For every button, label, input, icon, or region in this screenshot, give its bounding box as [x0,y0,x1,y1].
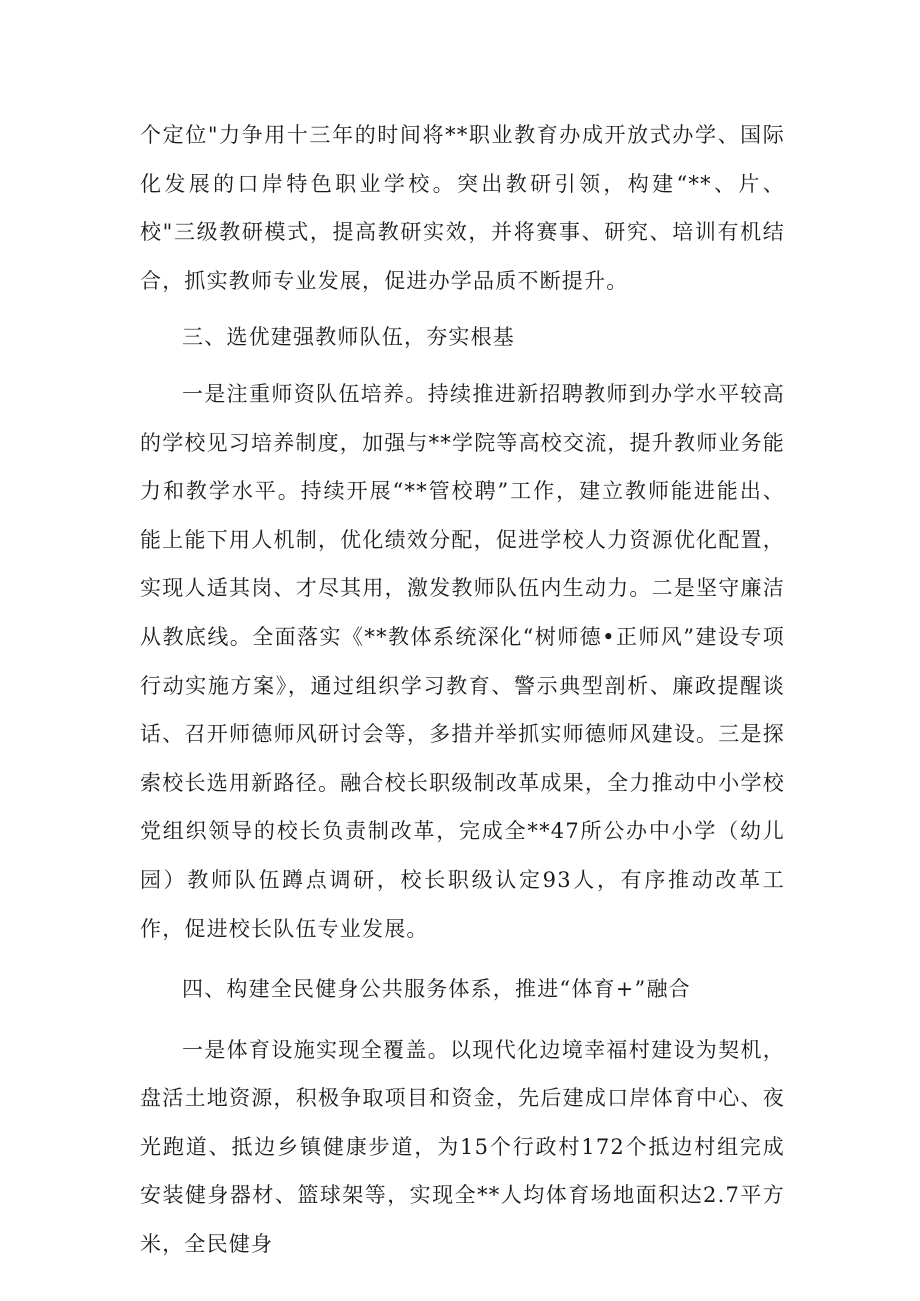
section-heading-3: 三、选优建强教师队伍，夯实根基 [182,325,515,350]
paragraph-continuation: 个定位"力争用十三年的时间将**职业教育办成开放式办学、国际化发展的口岸特色职业学校。突出教研引领，构建“**、片、校"三级教研模式，提高教研实效，并将赛事、研究、培训有机结合，抓实教师专业发展，促进办学品质不断提升。 [140,123,785,293]
spacer [140,1014,785,1026]
spacer [140,362,785,370]
spacer [140,305,785,313]
paragraph-teachers: 一是注重师资队伍培养。持续推进新招聘教师到办学水平较高的学校见习培养制度，加强与**学院等高校交流，提升教师业务能力和教学水平。持续开展“**管校聘”工作，建立教师能进能出、能上能下用人机制，优化绩效分配，促进学校人力资源优化配置，实现人适其岗、才尽其用，激发教师队伍内生动力。二是坚守廉洁从教底线。全面落实《**教体系统深化“树师德•正师风”建设专项行动实施方案》，通过组织学习教育、警示典型剖析、廉政提醒谈话、召开师德师风研讨会等，多措并举抓实师德师风建设。三是探索校长选用新路径。融合校长职级制改革成果，全力推动中小学校党组织领导的校长负责制改革，完成全**47所公办中小学（幼儿园）教师队伍蹲点调研，校长职级认定93人，有序推动改革工作，促进校长队伍专业发展。 [140,381,785,941]
paragraph-sports: 一是体育设施实现全覆盖。以现代化边境幸福村建设为契机，盘活土地资源，积极争取项目和资金，先后建成口岸体育中心、夜光跑道、抵边乡镇健康步道，为15个行政村172个抵边村组完成安装健身器材、篮球架等，实现全**人均体育场地面积达2.7平方米，全民健身 [140,1037,785,1257]
spacer [140,953,785,965]
document-body [140,111,785,1269]
section-heading-4: 四、构建全民健身公共服务体系，推进“体育+”融合 [182,977,691,1002]
